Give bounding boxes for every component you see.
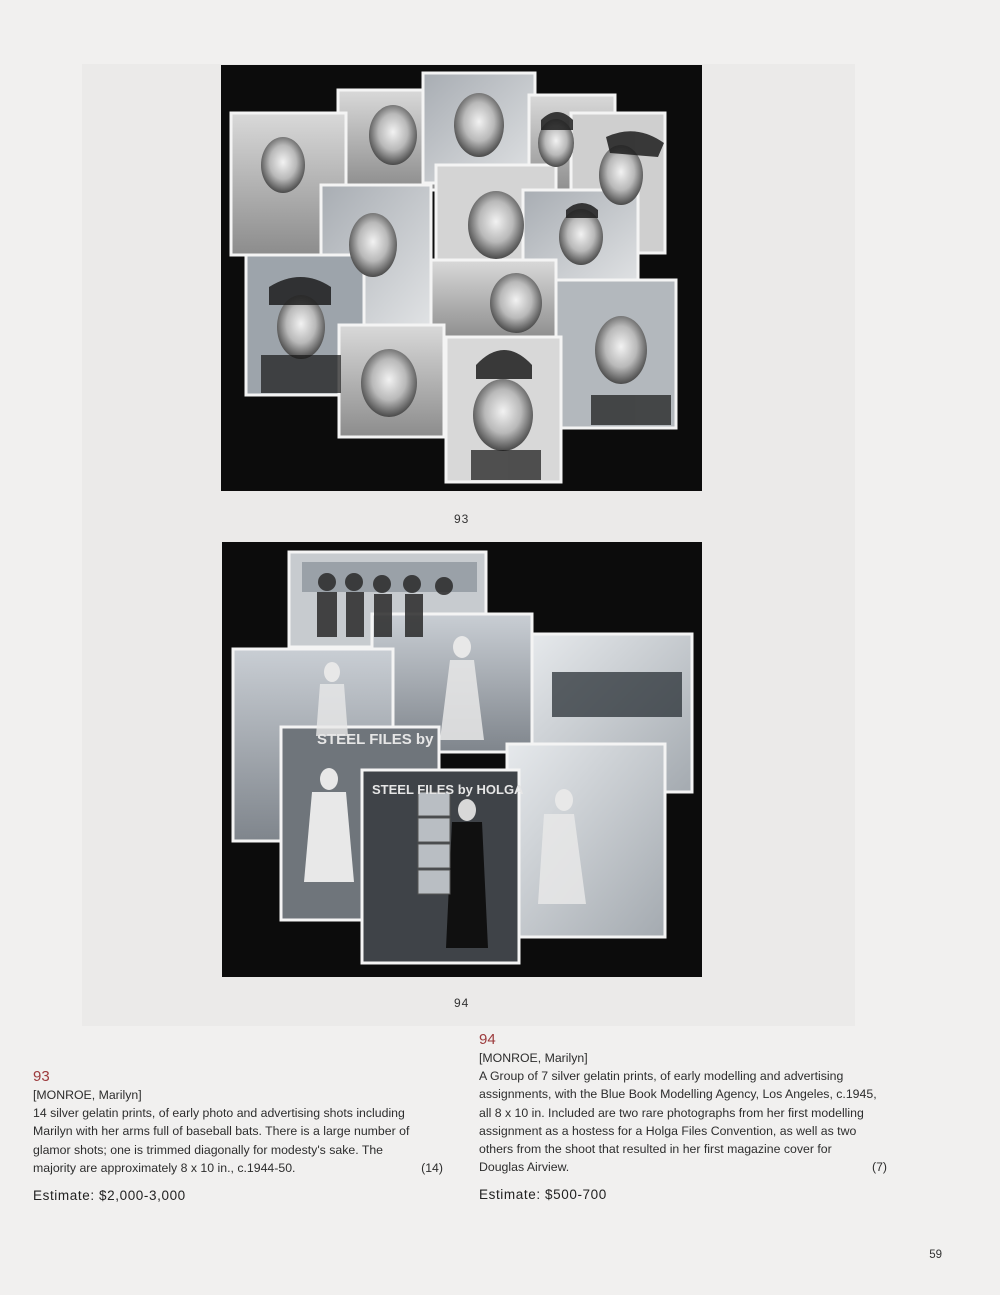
lot-description-line: Marilyn with her arms full of baseball bats. There is a large number of (33, 1124, 410, 1139)
lot-description-line: others from the shoot that resulted in her first magazine cover for (479, 1142, 832, 1157)
lot-estimate: Estimate: $500-700 (479, 1187, 607, 1203)
page-number: 59 (929, 1249, 942, 1261)
photo-lot-94 (222, 542, 702, 977)
lot-description-line: 14 silver gelatin prints, of early photo and advertising shots including (33, 1106, 405, 1121)
lot-description-line: assignments, with the Blue Book Modelling Agency, Los Angeles, c.1945, (479, 1087, 877, 1102)
lot-description-line: glamor shots; one is trimmed diagonally for modesty's sake. The (33, 1142, 384, 1157)
lot-item-count: (14) (421, 1160, 443, 1175)
photo-sign-text-1: STEEL FILES by (317, 731, 434, 748)
photo-lot-93 (221, 65, 702, 491)
lot-item-count: (7) (871, 1160, 887, 1175)
lot-artist: [MONROE, Marilyn] (479, 1051, 588, 1065)
lot-description-line: (14) majority are approximately 8 x 10 in., c.1944-50. (33, 1159, 453, 1177)
photo-sign-text-2: STEEL FILES by HOLGA (372, 782, 524, 797)
lot-93-entry (33, 1068, 453, 1205)
lot-description-line: all 8 x 10 in. Included are two rare photographs from her first modelling (479, 1105, 864, 1120)
lot-description-line: A Group of 7 silver gelatin prints, of early modelling and advertising (479, 1069, 844, 1084)
lot-94-entry (479, 1031, 889, 1205)
lot-estimate: Estimate: $2,000-3,000 (33, 1188, 186, 1204)
lot-description-line: assignment as a hostess for a Holga Files Convention, as well as two (479, 1123, 857, 1138)
lot-number: 93 (33, 1068, 50, 1085)
lot-number: 94 (479, 1031, 496, 1048)
figure-label-94: 94 (454, 996, 470, 1010)
lot-description-line: (7) Douglas Airview. (479, 1158, 889, 1176)
figure-label-93: 93 (454, 512, 470, 526)
lot-artist: [MONROE, Marilyn] (33, 1088, 142, 1102)
